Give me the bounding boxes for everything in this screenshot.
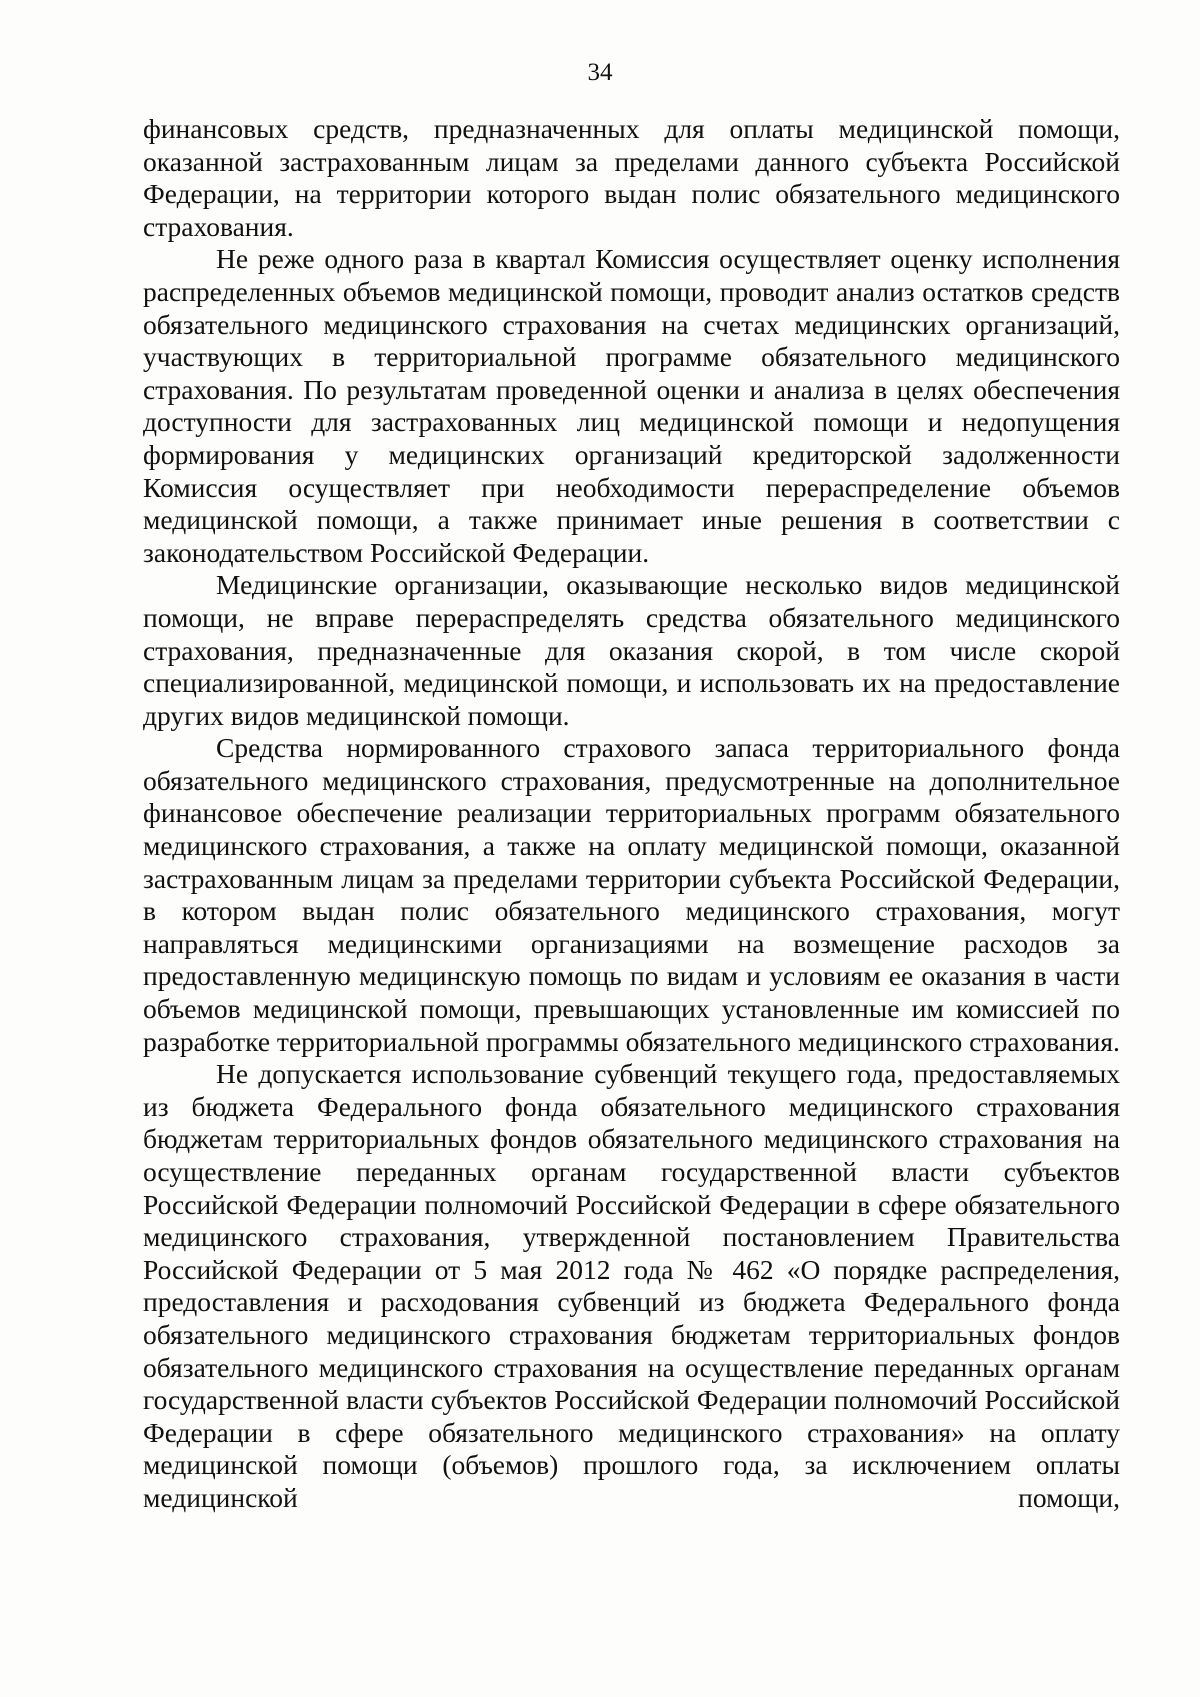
paragraph-commission-assessment: Не реже одного раза в квартал Комиссия осуществляет оценку исполнения распределенных объемов медицинской помощи, проводит анализ остатков средств обязательного медицинского страхования на счетах медицинских организаций, участвующих в территориальной программе обязательного медицинского страхования. По результатам проведенной оценки и анализа в целях обеспечения доступности для застрахованных лиц медицинской помощи и недопущения формирования у медицинских организаций кредиторской задолженности Комиссия осуществляет при необходимости перераспределение объемов медицинской помощи, а также принимает иные решения в соответствии с законодательством Российской Федерации. xyxy=(143,243,1120,568)
document-body xyxy=(143,113,1120,1515)
paragraph-insurance-reserve: Средства нормированного страхового запаса территориального фонда обязательного медицинского страхования, предусмотренные на дополнительное финансовое обеспечение реализации территориальных программ обязательного медицинского страхования, а также на оплату медицинской помощи, оказанной застрахованным лицам за пределами территории субъекта Российской Федерации, в котором выдан полис обязательного медицинского страхования, могут направляться медицинскими организациями на возмещение расходов за предоставленную медицинскую помощь по видам и условиям ее оказания в части объемов медицинской помощи, превышающих установленные им комиссией по разработке территориальной программы обязательного медицинского страхования. xyxy=(143,732,1120,1057)
paragraph-medical-organizations: Медицинские организации, оказывающие несколько видов медицинской помощи, не вправе перераспределять средства обязательного медицинского страхования, предназначенные для оказания скорой, в том числе скорой специализированной, медицинской помощи, и использовать их на предоставление других видов медицинской помощи. xyxy=(143,569,1120,731)
paragraph-continuation: финансовых средств, предназначенных для оплаты медицинской помощи, оказанной застрахованным лицам за пределами данного субъекта Российской Федерации, на территории которого выдан полис обязательного медицинского страхования. xyxy=(143,113,1120,242)
page-number: 34 xyxy=(587,59,613,86)
paragraph-subvention-restriction: Не допускается использование субвенций текущего года, предоставляемых из бюджета Федерального фонда обязательного медицинского страхования бюджетам территориальных фондов обязательного медицинского страхования на осуществление переданных органам государственной власти субъектов Российской Федерации полномочий Российской Федерации в сфере обязательного медицинского страхования, утвержденной постановлением Правительства Российской Федерации от 5 мая 2012 года № 462 «О порядке распределения, предоставления и расходования субвенций из бюджета Федерального фонда обязательного медицинского страхования бюджетам территориальных фондов обязательного медицинского страхования на осуществление переданных органам государственной власти субъектов Российской Федерации полномочий Российской Федерации в сфере обязательного медицинского страхования» на оплату медицинской помощи (объемов) прошлого года, за исключением оплаты медицинской помощи, xyxy=(143,1058,1120,1513)
